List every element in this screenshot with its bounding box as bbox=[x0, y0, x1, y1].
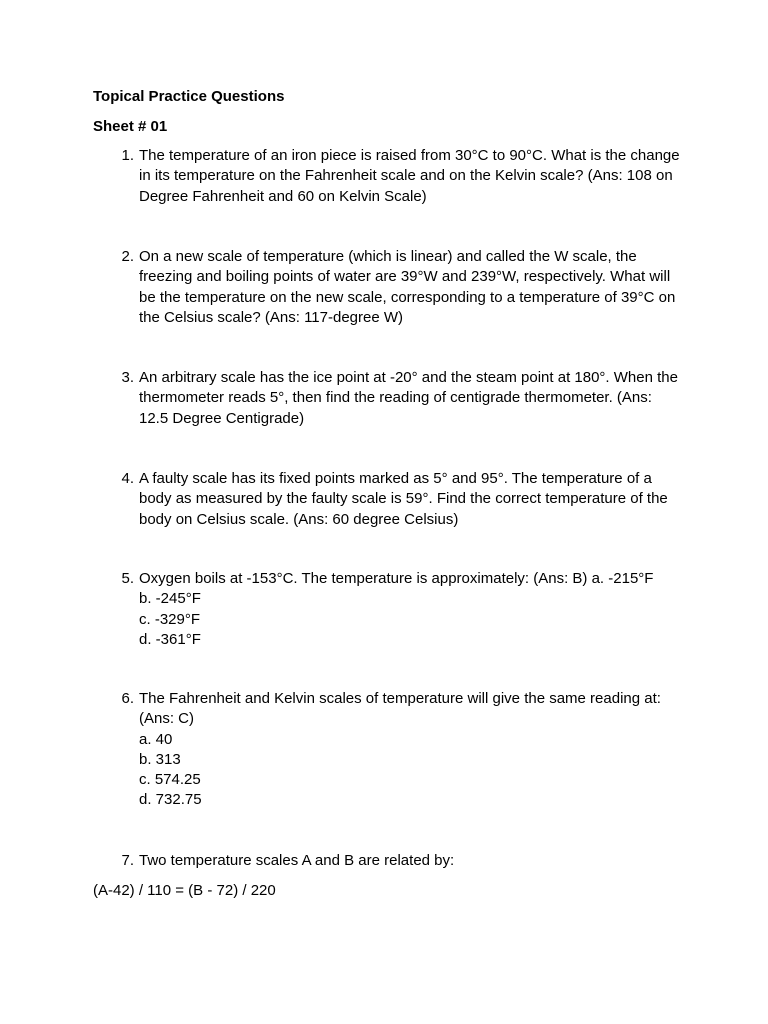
question-3 bbox=[110, 368, 680, 429]
question-number: 7. bbox=[121, 852, 134, 869]
question-text: The temperature of an iron piece is raised from 30°C to 90°C. What is the change in its temperature on the Fahrenheit scale and on the Kelvin scale? (Ans: 108 on Degree Fahrenheit and 60 on Kelvin Scale) bbox=[139, 147, 680, 205]
question-text: The Fahrenheit and Kelvin scales of temperature will give the same reading at: (Ans: C) bbox=[139, 690, 661, 728]
document-title: Topical Practice Questions bbox=[93, 88, 285, 105]
question-text: Oxygen boils at -153°C. The temperature is approximately: (Ans: B) a. -215°F bbox=[139, 570, 654, 587]
question-text: Two temperature scales A and B are related by: bbox=[139, 852, 455, 869]
question-1 bbox=[110, 146, 680, 207]
question-number: 2. bbox=[121, 248, 134, 265]
equation: (A-42) / 110 = (B - 72) / 220 bbox=[93, 882, 276, 899]
question-text: A faulty scale has its fixed points marked as 5° and 95°. The temperature of a body as measured by the faulty scale is 59°. Find the correct temperature of the body on Celsius scale. (Ans: 60 degree Celsius) bbox=[139, 470, 668, 528]
question-4 bbox=[110, 469, 680, 530]
question-5 bbox=[110, 569, 680, 650]
question-2 bbox=[110, 247, 680, 328]
answer-option: b. -245°F bbox=[139, 590, 201, 608]
question-6 bbox=[110, 689, 680, 811]
question-number: 4. bbox=[121, 470, 134, 487]
question-number: 6. bbox=[121, 690, 134, 707]
sheet-number: Sheet # 01 bbox=[93, 118, 168, 135]
answer-option: b. 313 bbox=[139, 750, 181, 768]
answer-option: d. 732.75 bbox=[139, 791, 202, 809]
question-number: 3. bbox=[121, 369, 134, 386]
question-number: 5. bbox=[121, 570, 134, 587]
question-text: An arbitrary scale has the ice point at -20° and the steam point at 180°. When the thermometer reads 5°, then find the reading of centigrade thermometer. (Ans: 12.5 Degree Centigrade) bbox=[139, 369, 678, 427]
answer-option: a. 40 bbox=[139, 730, 173, 748]
question-text: On a new scale of temperature (which is linear) and called the W scale, the freezing and boiling points of water are 39°W and 239°W, respectively. What will be the temperature on the new scale, corresponding to a temperature of 39°C on the Celsius scale? (Ans: 117-degree W) bbox=[139, 248, 676, 326]
answer-option: c. 574.25 bbox=[139, 771, 201, 789]
answer-option: d. -361°F bbox=[139, 630, 201, 648]
question-7 bbox=[110, 851, 680, 871]
answer-option: c. -329°F bbox=[139, 610, 201, 628]
question-number: 1. bbox=[121, 147, 134, 164]
